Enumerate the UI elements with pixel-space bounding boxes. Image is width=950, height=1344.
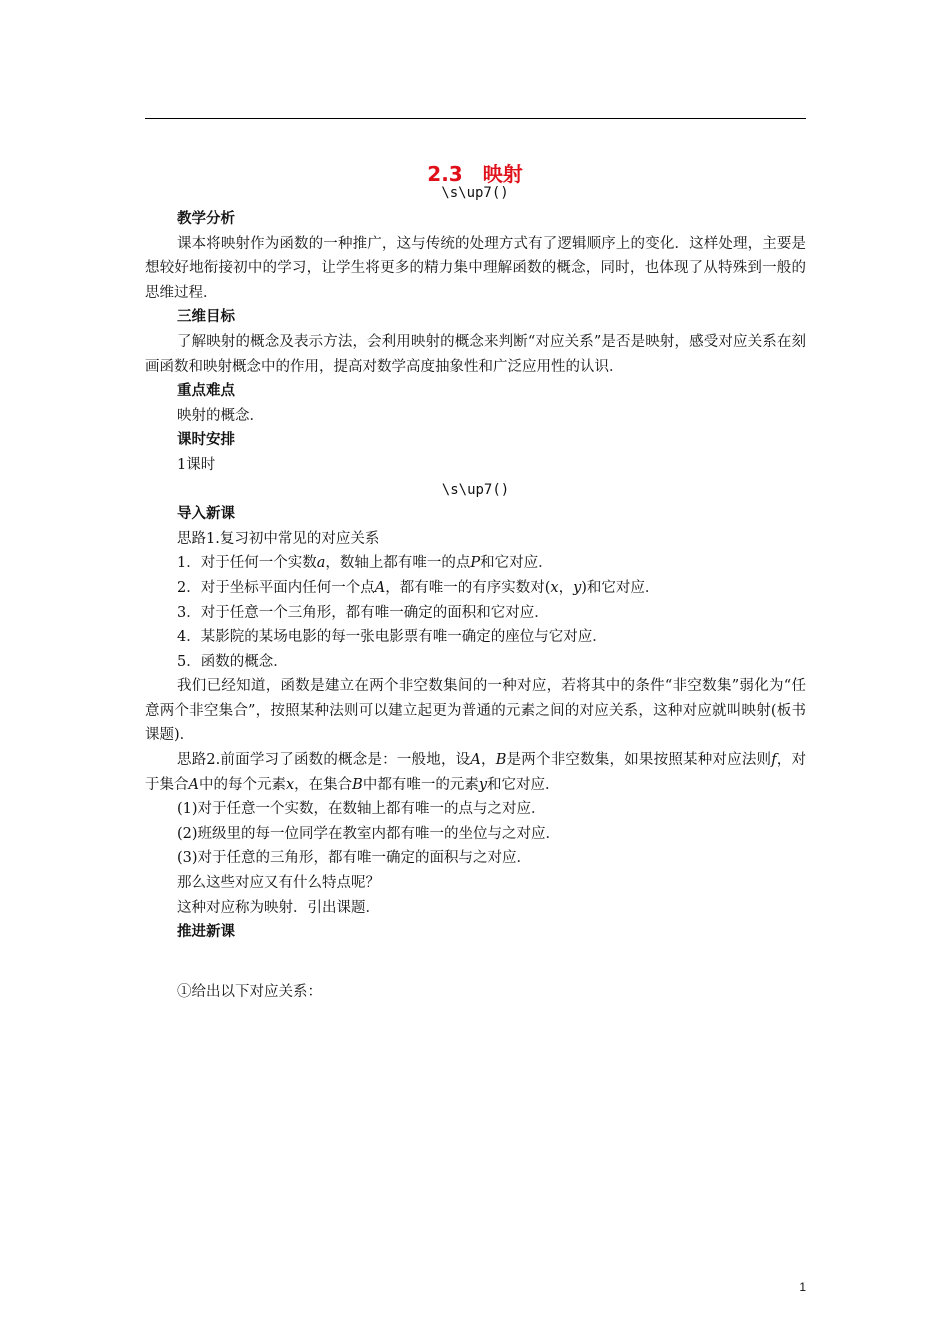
heading-advance: 推进新课 bbox=[177, 924, 235, 941]
idea1: 思路1.复习初中常见的对应关系 bbox=[177, 530, 380, 547]
schedule-text: 1课时 bbox=[177, 456, 216, 473]
header-rule bbox=[145, 118, 806, 119]
list-item-1: 1．对于任何一个实数a，数轴上都有唯一的点P和它对应． bbox=[177, 555, 553, 572]
analysis-text: 课本将映射作为函数的一种推广，这与传统的处理方式有了逻辑顺序上的变化．这样处理，主要是想较好地衔接初中的学习，让学生将更多的精力集中理解函数的概念，同时，也体现了从特殊到一般的思维过程． bbox=[145, 235, 806, 301]
sub-item-3: (3)对于任意的三角形，都有唯一确定的面积与之对应． bbox=[177, 850, 532, 867]
list-item-5: 5．函数的概念． bbox=[177, 653, 288, 670]
question: 那么这些对应又有什么特点呢？ bbox=[177, 875, 380, 892]
heading-schedule: 课时安排 bbox=[177, 432, 235, 449]
heading-analysis: 教学分析 bbox=[177, 211, 235, 227]
page-title: 2.3 映射 bbox=[427, 162, 523, 186]
field-code-2: \s\up7() bbox=[441, 481, 510, 498]
document-body bbox=[145, 207, 806, 1004]
sub-item-2: (2)班级里的每一位同学在教室内都有唯一的坐位与之对应． bbox=[177, 825, 561, 842]
key-text: 映射的概念． bbox=[177, 407, 264, 424]
intro-paragraph: 我们已经知道，函数是建立在两个非空数集间的一种对应，若将其中的条件“非空数集”弱化为“任意两个非空集合”，按照某种法则可以建立起更为普通的元素之间的对应关系，这种对应就叫映射(板书课题)． bbox=[145, 678, 806, 744]
page-number: 1 bbox=[799, 1280, 806, 1294]
advance-item: ①给出以下对应关系： bbox=[177, 983, 322, 1000]
heading-key: 重点难点 bbox=[177, 383, 235, 400]
list-item-4: 4．某影院的某场电影的每一张电影票有唯一确定的座位与它对应． bbox=[177, 629, 607, 646]
heading-goals: 三维目标 bbox=[177, 309, 235, 326]
sub-item-1: (1)对于任意一个实数，在数轴上都有唯一的点与之对应． bbox=[177, 801, 546, 818]
answer: 这种对应称为映射．引出课题． bbox=[177, 899, 380, 916]
list-item-3: 3．对于任意一个三角形，都有唯一确定的面积和它对应． bbox=[177, 604, 549, 621]
list-item-2: 2．对于坐标平面内任何一个点A，都有唯一的有序实数对(x，y)和它对应． bbox=[177, 579, 660, 596]
goals-text: 了解映射的概念及表示方法，会利用映射的概念来判断“对应关系”是否是映射，感受对应关系在刻画函数和映射概念中的作用，提高对数学高度抽象性和广泛应用性的认识． bbox=[145, 333, 806, 375]
field-code: \s\up7() bbox=[441, 185, 509, 201]
heading-intro: 导入新课 bbox=[177, 506, 235, 523]
idea2: 思路2.前面学习了函数的概念是：一般地，设A，B是两个非空数集，如果按照某种对应法则f，对于集合A中的每个元素x，在集合B中都有唯一的元素y和它对应． bbox=[145, 752, 807, 793]
